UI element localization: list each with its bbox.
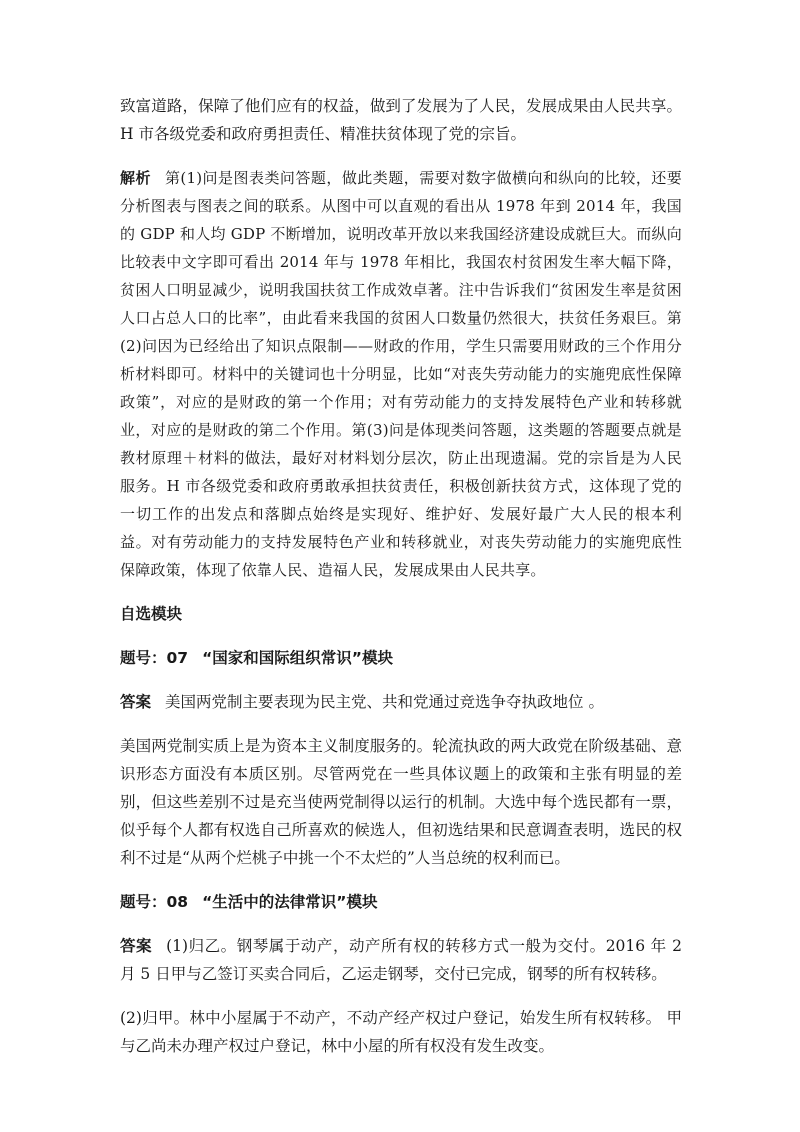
top-paragraph: 致富道路，保障了他们应有的权益，做到了发展为了人民，发展成果由人民共享。H 市各级党委和政府勇担责任、精准扶贫体现了党的宗旨。: [120, 97, 682, 143]
q08-answer-label: 答案: [120, 937, 153, 955]
analysis-paragraph: [120, 164, 682, 584]
document-page: [120, 92, 682, 1076]
q08-answer: [120, 932, 682, 988]
q08-title: “生活中的法律常识”模块: [202, 893, 378, 911]
q08-heading: [120, 888, 682, 916]
analysis-text: 第(1)问是图表类问答题，做此类题，需要对数字做横向和纵向的比较，还要分析图表与图表之间的联系。从图中可以直观的看出从 1978 年到 2014 年，我国的 GDP 和人均 GDP 不断增加，说明改革开放以来我国经济建设成就巨大。而纵向比较表中文字即可看出 2014 年与 1978 年相比，我国农村贫困发生率大幅下降，贫困人口明显减少，说明我国扶贫工作成效卓著。注中告诉我们“贫困发生率是贫困人口占总人口的比率”，由此看来我国的贫困人口数量仍然很大，扶贫任务艰巨。第(2)问因为已经给出了知识点限制——财政的作用，学生只需要用财政的三个作用分析材料即可。材料中的关键词也十分明显，比如“对丧失劳动能力的实施兜底性保障政策”，对应的是财政的第一个作用；对有劳动能力的支持发展特色产业和转移就业，对应的是财政的第二个作用。第(3)问是体现类问答题，这类题的答题要点就是教材原理＋材料的做法，最好对材料划分层次，防止出现遗漏。党的宗旨是为人民服务。H 市各级党委和政府勇敢承担扶贫责任，积极创新扶贫方式，这体现了党的一切工作的出发点和落脚点始终是实现好、维护好、发展好最广大人民的根本利益。对有劳动能力的支持发展特色产业和转移就业，对丧失劳动能力的实施兜底性保障政策，体现了依靠人民、造福人民，发展成果由人民共享。: [120, 169, 682, 579]
q07-answer-label: 答案: [120, 693, 152, 711]
q08-paragraph: (2)归甲。林中小屋属于不动产，不动产经产权过户登记，始发生所有权转移。 甲与乙尚未办理产权过户登记，林中小屋的所有权没有发生改变。: [120, 1009, 682, 1055]
q07-heading: [120, 644, 682, 672]
q07-answer: [120, 688, 682, 716]
q08-label: 题号：08: [120, 893, 189, 911]
q07-title: “国家和国际组织常识”模块: [202, 649, 393, 667]
q07-paragraph: 美国两党制实质上是为资本主义制度服务的。轮流执政的两大政党在阶级基础、意识形态方面没有本质区别。尽管两党在一些具体议题上的政策和主张有明显的差别，但这些差别不过是充当使两党制得以运行的机制。大选中每个选民都有一票，似乎每个人都有权选自己所喜欢的候选人，但初选结果和民意调查表明，选民的权利不过是“从两个烂桃子中挑一个不太烂的”人当总统的权利而已。: [120, 737, 682, 867]
q07-answer-text: 美国两党制主要表现为民主党、共和党通过竞选争夺执政地位 。: [165, 693, 604, 711]
section-title: 自选模块: [120, 605, 183, 623]
q08-answer-text: (1)归乙。钢琴属于动产，动产所有权的转移方式一般为交付。2016 年 2 月 5 日甲与乙签订买卖合同后，乙运走钢琴，交付已完成，钢琴的所有权转移。: [120, 937, 682, 983]
q07-label: 题号：07: [120, 649, 189, 667]
analysis-label: 解析: [120, 169, 151, 187]
